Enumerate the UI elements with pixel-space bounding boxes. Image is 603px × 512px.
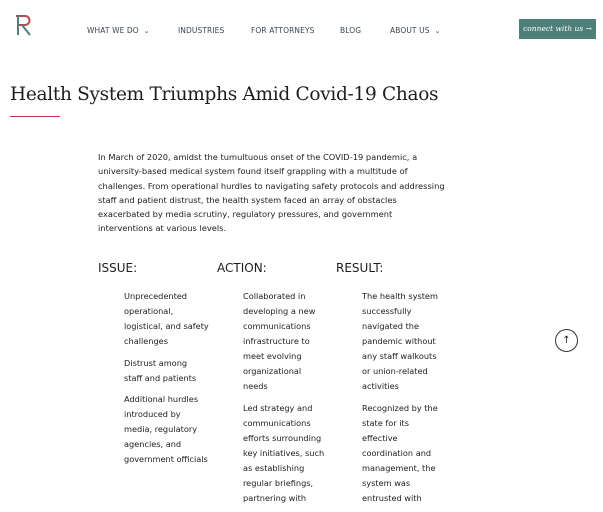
list-item: Distrust among staff and patients [124, 357, 197, 383]
issue-heading: ISSUE: [98, 261, 138, 275]
nav-label: FOR ATTORNEYS [251, 26, 315, 35]
nav-for-attorneys[interactable] [251, 26, 315, 35]
issue-list [124, 289, 212, 474]
scroll-to-top-button[interactable] [555, 329, 578, 352]
title-underline [10, 116, 60, 117]
nav-label: WHAT WE DO [87, 26, 139, 35]
action-list [243, 289, 327, 512]
nav-industries[interactable] [178, 26, 224, 35]
nav-label: BLOG [340, 26, 362, 35]
result-list [362, 289, 444, 512]
result-heading: RESULT: [336, 261, 384, 275]
nav-label: ABOUT US [390, 26, 430, 35]
connect-with-us-button[interactable]: connect with us → [519, 19, 596, 39]
list-item: Unprecedented operational, logistical, and safety challenges [124, 291, 209, 346]
list-item: Additional hurdles introduced by media, regulatory agencies, and government officials [124, 394, 208, 464]
chevron-down-icon: ⌄ [143, 27, 150, 35]
intro-paragraph: In March of 2020, amidst the tumultuous onset of the COVID-19 pandemic, a university-based medical system found itself grappling with a multitude of challenges. From operational hurdles to navigating safety protocols and addressing staff and patient distrust, the health system faced an array of obstacles exacerbated by media scrutiny, regulatory pressures, and government interventions at various levels. [98, 152, 445, 234]
nav-about-us[interactable] [390, 26, 441, 35]
action-heading: ACTION: [217, 261, 267, 275]
page-title: Health System Triumphs Amid Covid-19 Chaos [10, 84, 439, 105]
list-item: Collaborated in developing a new communications infrastructure to meet evolving organizational needs [243, 291, 316, 391]
arrow-up-icon: ↑ [562, 335, 571, 346]
list-item: Recognized by the state for its effective coordination and management, the system was entrusted with [362, 402, 438, 503]
nav-label: INDUSTRIES [178, 26, 225, 35]
list-item: Led strategy and communications efforts surrounding key initiatives, such as establishing regular briefings, partnering with [243, 402, 325, 503]
list-item: The health system successfully navigated the pandemic without any staff walkouts or union-related activities [362, 291, 438, 391]
logo-icon[interactable] [13, 14, 35, 36]
nav-blog[interactable] [340, 26, 361, 35]
nav-what-we-do[interactable] [87, 26, 150, 35]
chevron-down-icon: ⌄ [434, 27, 441, 35]
